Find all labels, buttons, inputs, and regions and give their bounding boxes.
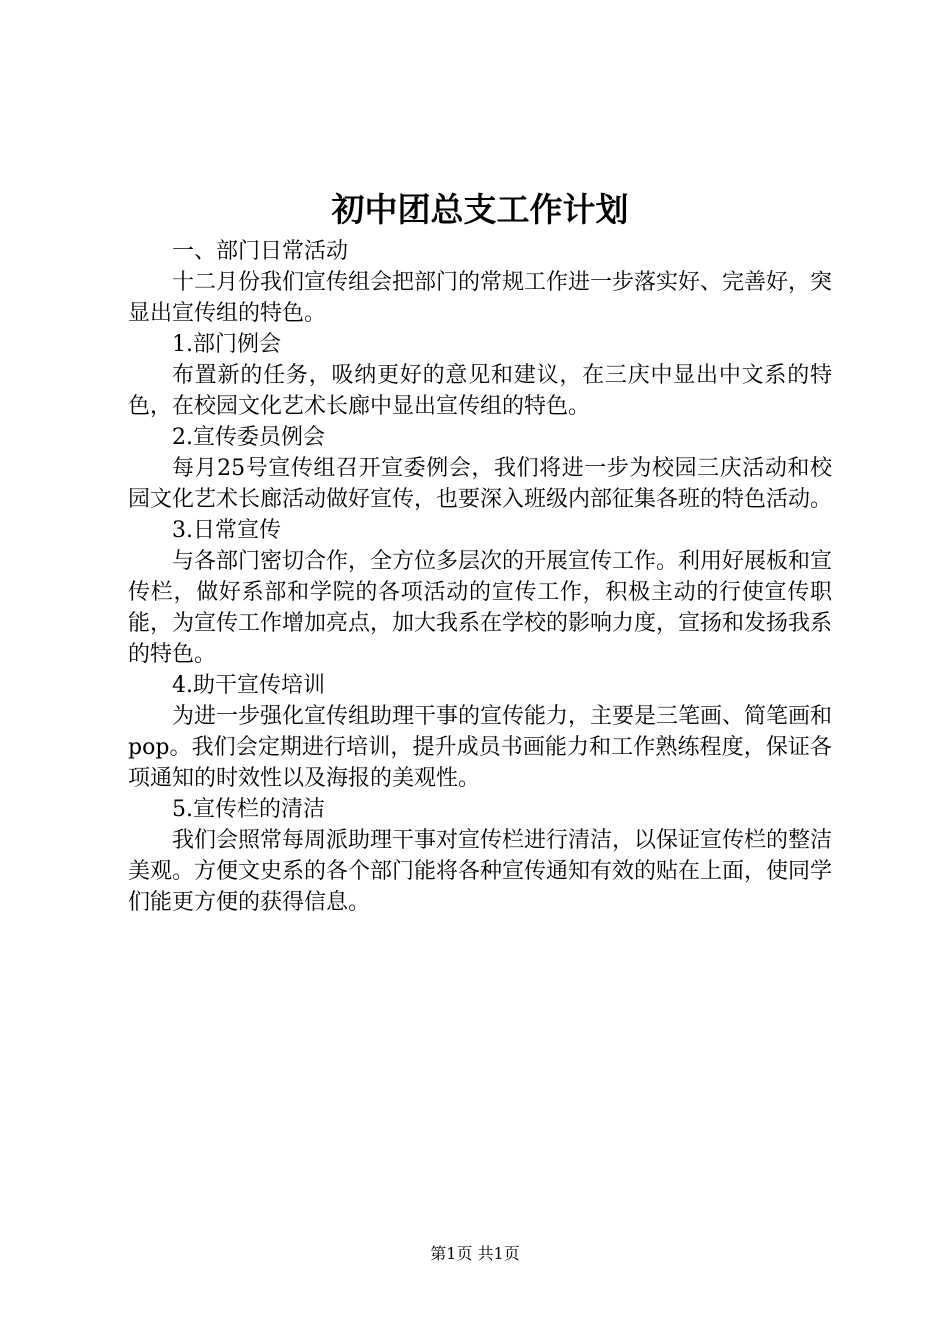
- section-assistant-training: [128, 670, 832, 794]
- section-committee-meeting: [128, 422, 832, 515]
- page-number-footer: 第1页 共1页: [430, 1244, 520, 1263]
- section-heading: 2.宣传委员例会: [172, 425, 325, 450]
- section-heading: 一、部门日常活动: [172, 239, 349, 264]
- section-daily-activities: [128, 236, 832, 329]
- document-body: [128, 188, 832, 918]
- section-heading: 4.助干宣传培训: [172, 673, 325, 698]
- section-board-cleaning: [128, 794, 832, 918]
- section-paragraph: 为进一步强化宣传组助理干事的宣传能力，主要是三笔画、简笔画和pop。我们会定期进行培训，提升成员书画能力和工作熟练程度，保证各项通知的时效性以及海报的美观性。: [128, 704, 833, 791]
- section-paragraph: 与各部门密切合作，全方位多层次的开展宣传工作。利用好展板和宣传栏，做好系部和学院的各项活动的宣传工作，积极主动的行使宣传职能，为宣传工作增加亮点，加大我系在学校的影响力度，宣扬和发扬我系的特色。: [128, 549, 833, 667]
- section-daily-publicity: [128, 515, 832, 670]
- section-paragraph: 十二月份我们宣传组会把部门的常规工作进一步落实好、完善好，突显出宣传组的特色。: [128, 270, 833, 326]
- section-heading: 3.日常宣传: [172, 518, 281, 543]
- section-department-meeting: [128, 329, 832, 422]
- section-paragraph: 我们会照常每周派助理干事对宣传栏进行清洁，以保证宣传栏的整洁美观。方便文史系的各个部门能将各种宣传通知有效的贴在上面，使同学们能更方便的获得信息。: [128, 828, 833, 915]
- section-heading: 1.部门例会: [172, 332, 281, 357]
- section-heading: 5.宣传栏的清洁: [172, 797, 325, 822]
- section-paragraph: 布置新的任务，吸纳更好的意见和建议，在三庆中显出中文系的特色，在校园文化艺术长廊中显出宣传组的特色。: [128, 363, 832, 419]
- section-paragraph: 每月25号宣传组召开宣委例会，我们将进一步为校园三庆活动和校园文化艺术长廊活动做好宣传，也要深入班级内部征集各班的特色活动。: [128, 456, 833, 512]
- document-title: 初中团总支工作计划: [331, 190, 629, 229]
